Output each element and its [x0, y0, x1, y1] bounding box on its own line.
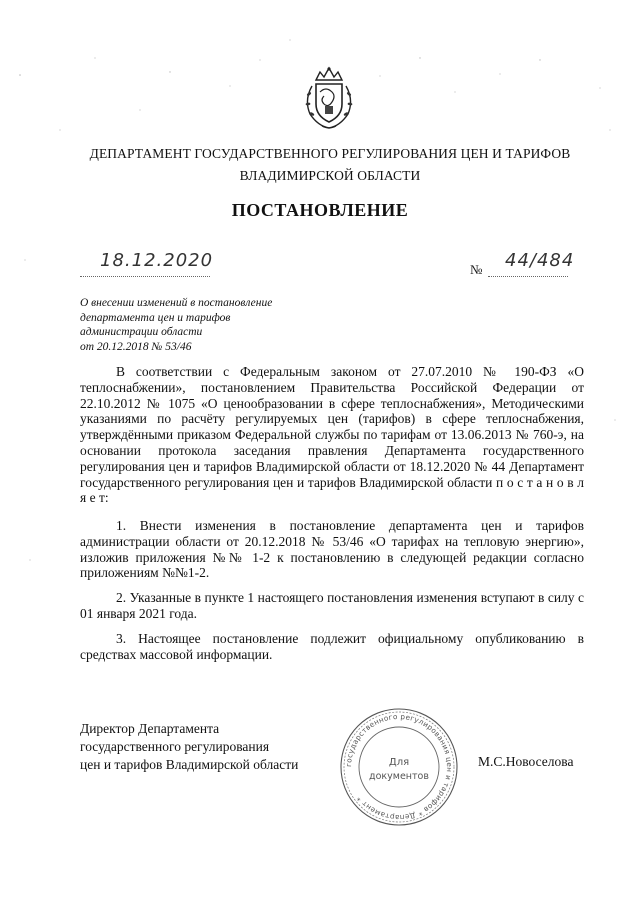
- date-underline: [80, 276, 210, 277]
- position-line: государственного регулирования: [80, 739, 270, 754]
- clause-3-paragraph: 3. Настоящее постановление подлежит официальному опубликованию в средствах массовой информации.: [80, 631, 584, 662]
- stamp-center-line2: документов: [369, 771, 429, 782]
- department-name-line2: ВЛАДИМИРСКОЙ ОБЛАСТИ: [239, 168, 421, 183]
- number-underline: [488, 276, 568, 277]
- department-name-line1: ДЕПАРТАМЕНТ ГОСУДАРСТВЕННОГО РЕГУЛИРОВАНИЯ ЦЕН И ТАРИФОВ: [89, 146, 571, 161]
- document-date: 18.12.2020: [100, 250, 214, 271]
- subject-line: департамента цен и тарифов: [80, 311, 231, 324]
- stamp-center-line1: Для: [388, 757, 410, 768]
- signatory-position: [80, 720, 298, 774]
- document-type-title: ПОСТАНОВЛЕНИЕ: [231, 200, 409, 220]
- svg-text:государственного регулирования: государственного регулирования цен и тарифов * Департамент *: [343, 711, 455, 823]
- subject-line: О внесении изменений в постановление: [80, 297, 273, 309]
- document-subject: [80, 296, 340, 354]
- position-line: Директор Департамента: [80, 721, 220, 736]
- document-number: 44/484: [505, 250, 575, 271]
- official-seal-stamp: [338, 706, 460, 828]
- subject-line: от 20.12.2018 № 53/46: [80, 340, 192, 353]
- subject-line: администрации области: [80, 326, 203, 338]
- position-line: цен и тарифов Владимирской области: [80, 757, 299, 772]
- clause-2-paragraph: 2. Указанные в пункте 1 настоящего постановления изменения вступают в силу с 01 января 2021 года.: [80, 590, 584, 621]
- preamble-paragraph: В соответствии с Федеральным законом от 27.07.2010 № 190-ФЗ «О теплоснабжении», постановлением Правительства Российской Федерации от 22.10.2012 № 1075 «О ценообразовании в сфере теплоснабжения», Методическими указаниями по расчёту регулируемых цен (тарифов) в сфере теплоснабжения, утверждёнными приказом Федеральной службы по тарифам от 13.06.2013 № 760-э, на основании протокола заседания правления Департамента государственного регулирования цен и тарифов Владимирской области от 18.12.2020 № 44 Департамент государственного регулирования цен и тарифов Владимирской области п о с т а н о в л я е т:: [80, 364, 584, 506]
- signatory-name: М.С.Новоселова: [478, 754, 574, 769]
- number-label: №: [470, 262, 483, 277]
- clause-1-paragraph: 1. Внести изменения в постановление департамента цен и тарифов администрации области от 20.12.2018 № 53/46 «О тарифах на тепловую энергию», изложив приложения №№ 1-2 к постановлению в следующей редакции согласно приложениям №№1-2.: [80, 518, 584, 581]
- coat-of-arms-icon: [302, 66, 356, 132]
